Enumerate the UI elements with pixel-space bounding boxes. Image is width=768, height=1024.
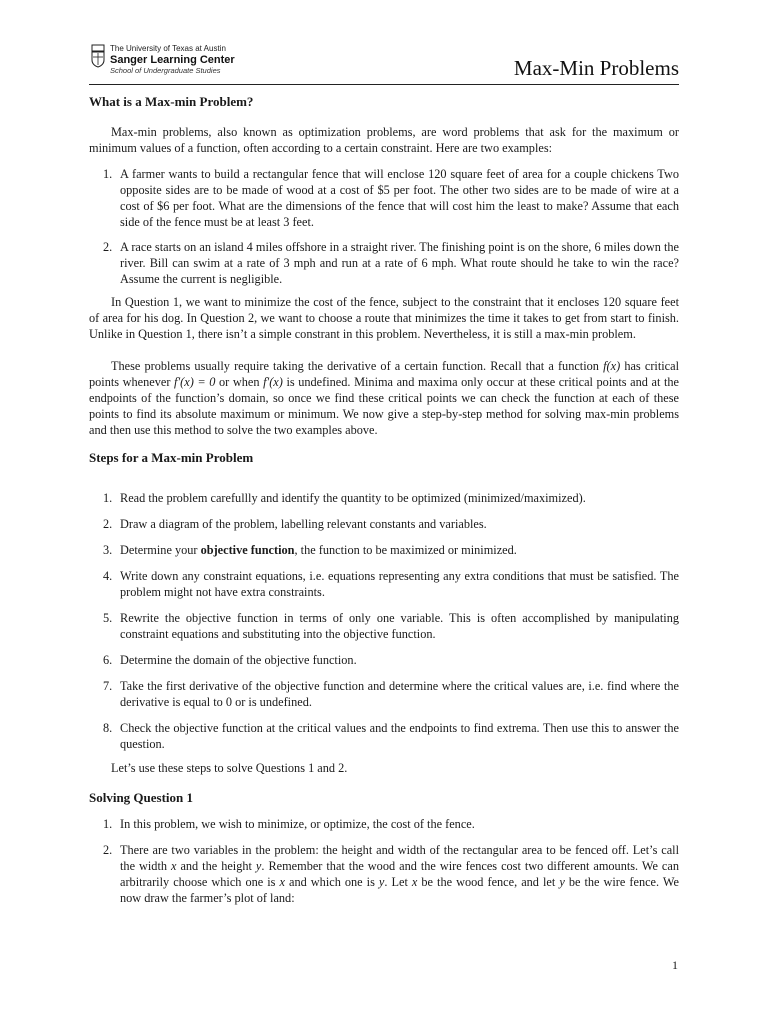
math-var-x: x [411, 875, 418, 889]
list-number: 6. [103, 653, 113, 667]
step-6-text: Determine the domain of the objective function. [120, 653, 357, 667]
examples-list [89, 166, 679, 287]
section-heading-solving-q1: Solving Question 1 [89, 790, 194, 805]
solution-2-text-f: be the wood fence, and let [417, 875, 560, 889]
list-item [89, 816, 679, 832]
list-number: 7. [103, 679, 113, 693]
step-3-text-a: Determine your [120, 543, 201, 557]
math-var-y: y [255, 859, 262, 873]
list-number: 3. [103, 543, 113, 557]
list-number: 1. [103, 491, 113, 505]
institution-logo [91, 44, 235, 76]
steps-list [89, 490, 679, 752]
paragraph-2: In Question 1, we want to minimize the cost of the fence, subject to the constraint that it encloses 120 square feet of area for his dog. In Question 2, we want to choose a route that minimizes the time it takes to get from start to finish. Unlike in Question 1, there isn’t a simple constrant in this problem. Nevertheless, it is still a max-min problem. [89, 295, 679, 341]
list-number: 2. [103, 517, 113, 531]
solution-list [89, 816, 679, 906]
math-var-y: y [378, 875, 385, 889]
solution-2-text-d: and which one is [284, 875, 379, 889]
step-5-text: Rewrite the objective function in terms of only one variable. This is often accomplished by manipulating constraint equations and substituting into the objective function. [120, 611, 679, 641]
list-item [89, 678, 679, 710]
solution-1-text: In this problem, we wish to minimize, or optimize, the cost of the fence. [120, 817, 475, 831]
page-number: 1 [672, 958, 678, 972]
section-heading-what-is: What is a Max-min Problem? [89, 94, 254, 109]
step-1-text: Read the problem carefullly and identify the quantity to be optimized (minimized/maximized). [120, 491, 586, 505]
example-1-text: A farmer wants to build a rectangular fence that will enclose 120 square feet of area for a couple chickens Two opposite sides are to be made of wood at a cost of $5 per foot. The other two sides are to be made of wire at a cost of $6 per foot. What are the dimensions of the fence that will cost him the least to make? Assume that each side of the fence must be at least 3 feet. [120, 167, 679, 229]
solution-2-text-c: . Remember that the wood and the wire fences cost two different amounts. We can arbitrarily choose which one is [120, 859, 679, 889]
solution-2-text-e: . Let [384, 875, 412, 889]
math-fx: f(x) [603, 359, 621, 373]
steps-closing: Let’s use these steps to solve Questions 1 and 2. [111, 761, 348, 775]
list-item [89, 568, 679, 600]
list-item [89, 516, 679, 532]
step-2-text: Draw a diagram of the problem, labelling relevant constants and variables. [120, 517, 487, 531]
step-3-text-b: , the function to be maximized or minimized. [294, 543, 517, 557]
intro-paragraph: Max-min problems, also known as optimization problems, are word problems that ask for the maximum or minimum values of a function, often according to a certain constraint. Here are two examples: [89, 125, 679, 155]
math-fprime-zero: f′(x) = 0 [174, 375, 216, 389]
org-line-1: The University of Texas at Austin [110, 44, 226, 53]
list-item [89, 166, 679, 230]
step-8-text: Check the objective function at the critical values and the endpoints to find extrema. Then use this to answer the question. [120, 721, 679, 751]
math-var-x: x [279, 875, 285, 889]
solution-2-text-b: and the height [176, 859, 256, 873]
list-number: 1. [103, 817, 113, 831]
document-title: Max-Min Problems [513, 56, 679, 80]
paragraph-3 [89, 358, 679, 438]
solution-2-text-g: be the wire fence. We now draw the farmer’s plot of land: [120, 875, 679, 905]
step-4-text: Write down any constraint equations, i.e. equations representing any extra conditions that must be satisfied. The problem might not have extra constraints. [120, 569, 679, 599]
list-number: 1. [103, 167, 113, 181]
objective-function-term: objective function [200, 543, 295, 557]
list-item [89, 610, 679, 642]
list-item [89, 720, 679, 752]
list-number: 5. [103, 611, 113, 625]
math-var-y: y [559, 875, 565, 889]
list-item [89, 239, 679, 287]
math-var-x: x [171, 859, 177, 873]
list-number: 2. [103, 843, 113, 857]
para3-text-d: is undefined. Minima and maxima only occur at these critical points and at the endpoints of the function’s domain, so once we find these critical points we can check the function at each of these points to find its absolute maximum or minimum. We now give a step-by-step method for solving max-min problems and then use this method to solve the two examples above. [89, 375, 680, 437]
step-7-text: Take the first derivative of the objective function and determine where the critical values are, i.e. find where the derivative is equal to 0 or is undefined. [120, 679, 679, 709]
list-item [89, 542, 679, 558]
para3-text-a: These problems usually require taking the derivative of a certain function. Recall that a function [111, 359, 604, 373]
solution-2-text-a: There are two variables in the problem: the height and width of the rectangular area to be fenced off. Let’s call the width [120, 843, 679, 873]
list-item [89, 652, 679, 668]
university-seal-icon [91, 44, 105, 68]
org-line-2: Sanger Learning Center [110, 54, 235, 66]
para3-text-b: has critical points whenever [89, 359, 679, 389]
org-line-3: School of Undergraduate Studies [110, 66, 221, 75]
list-number: 8. [103, 721, 113, 735]
list-item [89, 842, 679, 906]
para3-text-c: or when [215, 375, 264, 389]
section-heading-steps: Steps for a Max-min Problem [89, 450, 254, 465]
list-item [89, 490, 679, 506]
list-number: 2. [103, 240, 113, 254]
list-number: 4. [103, 569, 113, 583]
math-fprime: f′(x) [263, 375, 283, 389]
page-header [89, 40, 679, 85]
example-2-text: A race starts on an island 4 miles offshore in a straight river. The finishing point is on the shore, 6 miles down the river. Bill can swim at a rate of 3 mph and run at a rate of 6 mph. What route should he take to win the race? Assume the current is negligible. [120, 240, 679, 286]
document-page [89, 40, 680, 905]
